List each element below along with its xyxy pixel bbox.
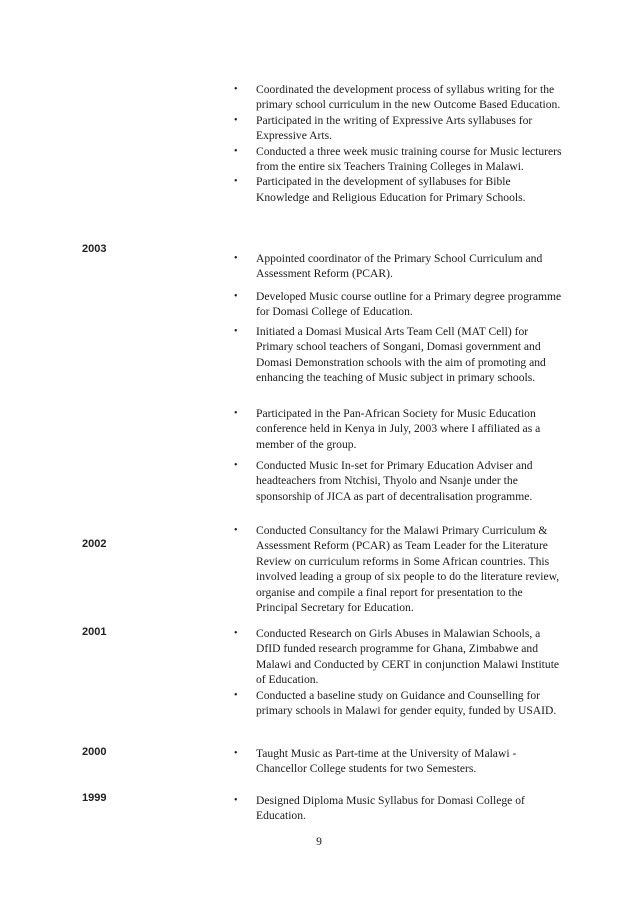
bullet-icon: • <box>234 748 238 759</box>
entry-bullet-list <box>232 251 562 282</box>
list-item <box>232 523 562 615</box>
item-text: Conducted a three week music training course for Music lecturers from the entire six Teachers Training Colleges in Malawi. <box>256 144 562 174</box>
item-text: Conducted Music In-set for Primary Education Adviser and headteachers from Ntchisi, Thyolo and Nsanje under the sponsorship of JICA as part of decentralisation programme. <box>256 459 533 503</box>
item-text: Participated in the writing of Expressive Arts syllabuses for Expressive Arts. <box>256 113 533 143</box>
entry-bullet-list <box>232 458 562 504</box>
item-text: Coordinated the development process of syllabus writing for the primary school curriculum in the new Outcome Based Education. <box>256 83 561 112</box>
bullet-icon: • <box>234 114 238 126</box>
bullet-icon: • <box>234 291 238 302</box>
item-text: Designed Diploma Music Syllabus for Domasi College of Education. <box>256 794 525 823</box>
list-item <box>232 793 562 824</box>
list-item <box>232 324 562 386</box>
bullet-icon: • <box>234 253 238 264</box>
list-item <box>232 289 562 320</box>
bullet-icon: • <box>234 145 238 157</box>
list-item <box>232 82 562 113</box>
year-label: 2000 <box>82 746 107 758</box>
bullet-icon: • <box>234 628 238 639</box>
item-text: Conducted a baseline study on Guidance and Counselling for primary schools in Malawi for gender equity, funded by USAID. <box>256 689 557 718</box>
year-label: 1999 <box>82 792 107 804</box>
list-item <box>232 174 562 205</box>
top-bullet-list <box>232 82 562 205</box>
item-text: Participated in the development of syllabuses for Bible Knowledge and Religious Education for Primary Schools. <box>256 175 526 204</box>
bullet-icon: • <box>234 525 238 536</box>
entry-bullet-list <box>232 688 562 719</box>
list-item <box>232 406 562 452</box>
list-item <box>232 688 562 719</box>
entry-bullet-list <box>232 324 562 386</box>
list-item <box>232 458 562 504</box>
list-item <box>232 626 562 688</box>
bullet-icon: • <box>234 795 238 806</box>
item-text: Appointed coordinator of the Primary School Curriculum and Assessment Reform (PCAR). <box>256 252 543 281</box>
year-label: 2003 <box>82 243 107 255</box>
bullet-icon: • <box>234 176 238 188</box>
bullet-icon: • <box>234 326 238 337</box>
bullet-icon: • <box>234 84 238 95</box>
entry-bullet-list <box>232 746 562 777</box>
bullet-icon: • <box>234 690 238 701</box>
item-text: Participated in the Pan-African Society for Music Education conference held in Kenya in July, 2003 where I affiliated as a member of the group. <box>256 407 541 451</box>
page-number: 9 <box>316 835 322 848</box>
entry-bullet-list <box>232 793 562 824</box>
list-item <box>232 251 562 282</box>
bullet-icon: • <box>234 460 238 471</box>
bullet-icon: • <box>234 408 238 419</box>
list-item <box>232 746 562 777</box>
entry-bullet-list <box>232 626 562 688</box>
year-label: 2001 <box>82 626 107 638</box>
entry-bullet-list <box>232 523 562 615</box>
item-text: Conducted Research on Girls Abuses in Malawian Schools, a DfID funded research programme for Ghana, Zimbabwe and Malawi and Conducted by CERT in conjunction Malawi Institute of Education. <box>256 627 560 687</box>
entry-bullet-list <box>232 406 562 452</box>
list-item <box>232 144 562 175</box>
list-item <box>232 113 562 144</box>
year-label: 2002 <box>82 538 107 550</box>
item-text: Conducted Consultancy for the Malawi Primary Curriculum & Assessment Reform (PCAR) as Team Leader for the Literature Review on curriculum reforms in Some African countries. This involved leading a group of six people to do the literature review, organise and compile a final report for presentation to the Principal Secretary for Education. <box>256 524 560 615</box>
item-text: Initiated a Domasi Musical Arts Team Cell (MAT Cell) for Primary school teachers of Songani, Domasi government and Domasi Demonstration schools with the aim of promoting and enhancing the teaching of Music subject in primary schools. <box>256 325 546 385</box>
entry-bullet-list <box>232 289 562 320</box>
item-text: Developed Music course outline for a Primary degree programme for Domasi College of Education. <box>256 290 562 319</box>
item-text: Taught Music as Part-time at the University of Malawi - Chancellor College students for two Semesters. <box>256 747 517 776</box>
